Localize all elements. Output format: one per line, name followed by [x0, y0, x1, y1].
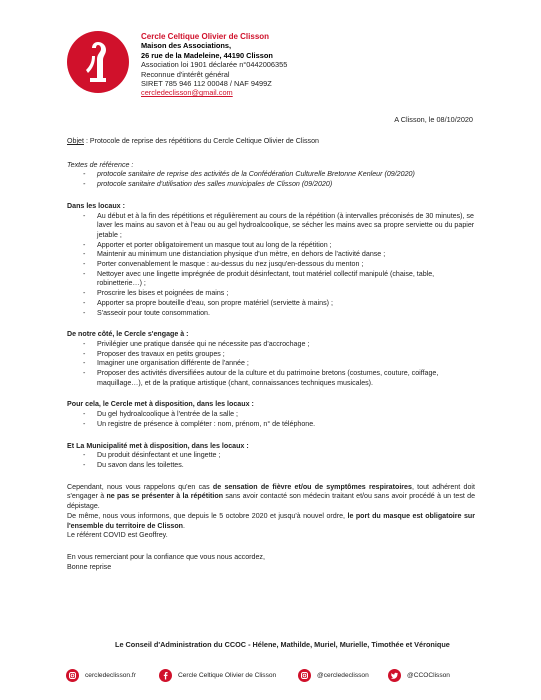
list-item: - protocole sanitaire d'utilisation des salles municipales de Clisson (09/2020)	[67, 180, 475, 190]
list-item: - Maintenir au minimum une distanciation physique d'un mètre, en dehors de l'activité danse ;	[67, 250, 475, 260]
notice-emphasis: de sensation de fièvre et/ou de symptômes respiratoires	[212, 482, 412, 491]
organization-header	[141, 32, 287, 98]
section-list	[67, 451, 475, 470]
section-title: De notre côté, le Cercle s'engage à :	[67, 330, 189, 339]
section-list	[67, 340, 475, 389]
list-item: - Porter convenablement le masque : au-dessus du nez jusqu'en-dessous du menton ;	[67, 260, 475, 270]
footer-twitter-text: @CCOClisson	[407, 671, 450, 679]
section-title: Pour cela, le Cercle met à disposition, dans les locaux :	[67, 400, 254, 409]
list-item: - Du savon dans les toilettes.	[67, 461, 475, 471]
covid-referent: Le référent COVID est Geoffrey.	[67, 531, 168, 540]
footer-website-text: cercledeclisson.fr	[85, 671, 136, 679]
list-item: - Nettoyer avec une lingette imprégnée de produit désinfectant, tout matériel collectif manipulé (chaise, table, robinetterie…) ;	[67, 270, 475, 289]
footer-instagram[interactable]	[298, 666, 369, 684]
registration-line: Association loi 1901 déclarée n°0442006355	[141, 60, 288, 70]
letter-body	[67, 137, 475, 572]
siret-line: SIRET 785 946 112 00048 / NAF 9499Z	[141, 79, 272, 89]
footer-website[interactable]	[66, 666, 136, 684]
list-item: - protocole sanitaire de reprise des activités de la Confédération Culturelle Bretonne Kenleur (09/2020)	[67, 170, 475, 180]
section-list	[67, 410, 475, 429]
references-title: Textes de référence :	[67, 160, 134, 169]
list-item: - Proposer des activités diversifiées autour de la culture et du patrimoine bretons (costumes, couture, coiffage, maquillage…), et de la pratique artistique (chant, connaissances techniques musicales).	[67, 369, 475, 388]
address-line: Maison des Associations,	[141, 41, 232, 51]
letter-date: A Clisson, le 08/10/2020	[394, 115, 473, 124]
references-list	[67, 170, 475, 189]
recognition-line: Reconnue d'intérêt général	[141, 69, 230, 79]
cercle-celtique-logo	[66, 30, 130, 94]
subject-text: : Protocole de reprise des répétitions du Cercle Celtique Olivier de Clisson	[83, 137, 319, 145]
list-item: - Du produit désinfectant et une lingette ;	[67, 451, 475, 461]
notice-text: Cependant, nous vous rappelons qu'en cas	[67, 482, 213, 491]
notice-text: , tout adhérent doit s'engager à	[67, 482, 475, 501]
instagram-icon	[66, 669, 79, 682]
subject-line	[67, 137, 475, 147]
twitter-icon	[388, 669, 401, 682]
notice-emphasis: le port du masque est obligatoire sur l'ensemble du territoire de Clisson	[67, 511, 475, 530]
list-item: - Apporter et porter obligatoirement un masque tout au long de la répétition ;	[67, 241, 475, 251]
list-item: - Proscrire les bises et poignées de mains ;	[67, 289, 475, 299]
list-item: - S'asseoir pour toute consommation.	[67, 309, 475, 319]
notice-text: sans avoir contacté son médecin traitant et/ou sans avoir procédé à un test de dépistage.	[67, 492, 476, 511]
section-club-supplies	[67, 400, 475, 429]
notice-text: .	[183, 521, 185, 530]
address-line: 26 rue de la Madeleine, 44190 Clisson	[141, 50, 273, 60]
list-item: - Au début et à la fin des répétitions et régulièrement au cours de la répétition (à intervalles préconisés de 30 minutes), se laver les mains au savon et à l'eau ou au gel hydroalcoolique, se sécher les mains avec sa propre serviette ou du papier jetable ;	[67, 212, 475, 241]
subject-label: Objet	[67, 137, 84, 145]
footer-twitter[interactable]	[388, 666, 450, 684]
footer-instagram-text: @cercledeclisson	[317, 671, 369, 679]
org-name: Cercle Celtique Olivier de Clisson	[141, 32, 270, 41]
list-item: - Du gel hydroalcoolique à l'entrée de la salle ;	[67, 410, 475, 420]
mask-notice	[67, 512, 475, 531]
fever-notice	[67, 483, 475, 512]
footer-facebook-text: Cercle Celtique Olivier de Clisson	[178, 671, 277, 679]
facebook-icon	[159, 669, 172, 682]
closing-thanks: En vous remerciant pour la confiance que vous nous accordez,	[67, 552, 265, 561]
signature: Le Conseil d'Administration du CCOC - Hélene, Mathilde, Muriel, Murielle, Timothée et Véronique	[115, 640, 450, 649]
email-link[interactable]: cercledeclisson@gmail.com	[141, 88, 233, 98]
footer	[66, 666, 486, 684]
list-item: - Privilégier une pratique dansée qui ne nécessite pas d'accrochage ;	[67, 340, 475, 350]
section-title: Dans les locaux :	[67, 201, 125, 210]
list-item: - Proposer des travaux en petits groupes ;	[67, 350, 475, 360]
notice-emphasis: ne pas se présenter à la répétition	[106, 492, 224, 501]
list-item: - Un registre de présence à compléter : nom, prénom, n° de téléphone.	[67, 420, 475, 430]
footer-facebook[interactable]	[159, 666, 276, 684]
closing-greeting: Bonne reprise	[67, 562, 112, 571]
instagram-icon	[298, 669, 311, 682]
list-item: - Imaginer une organisation différente de l'année ;	[67, 359, 475, 369]
list-item: - Apporter sa propre bouteille d'eau, son propre matériel (serviette à mains) ;	[67, 299, 475, 309]
section-municipality-supplies	[67, 442, 475, 471]
section-commitments	[67, 330, 475, 388]
section-title: Et La Municipalité met à disposition, dans les locaux :	[67, 441, 249, 450]
section-list	[67, 212, 475, 319]
notice-text: De même, nous vous informons, que depuis le 5 octobre 2020 et jusqu'à nouvel ordre,	[67, 511, 348, 520]
section-premises	[67, 202, 475, 318]
